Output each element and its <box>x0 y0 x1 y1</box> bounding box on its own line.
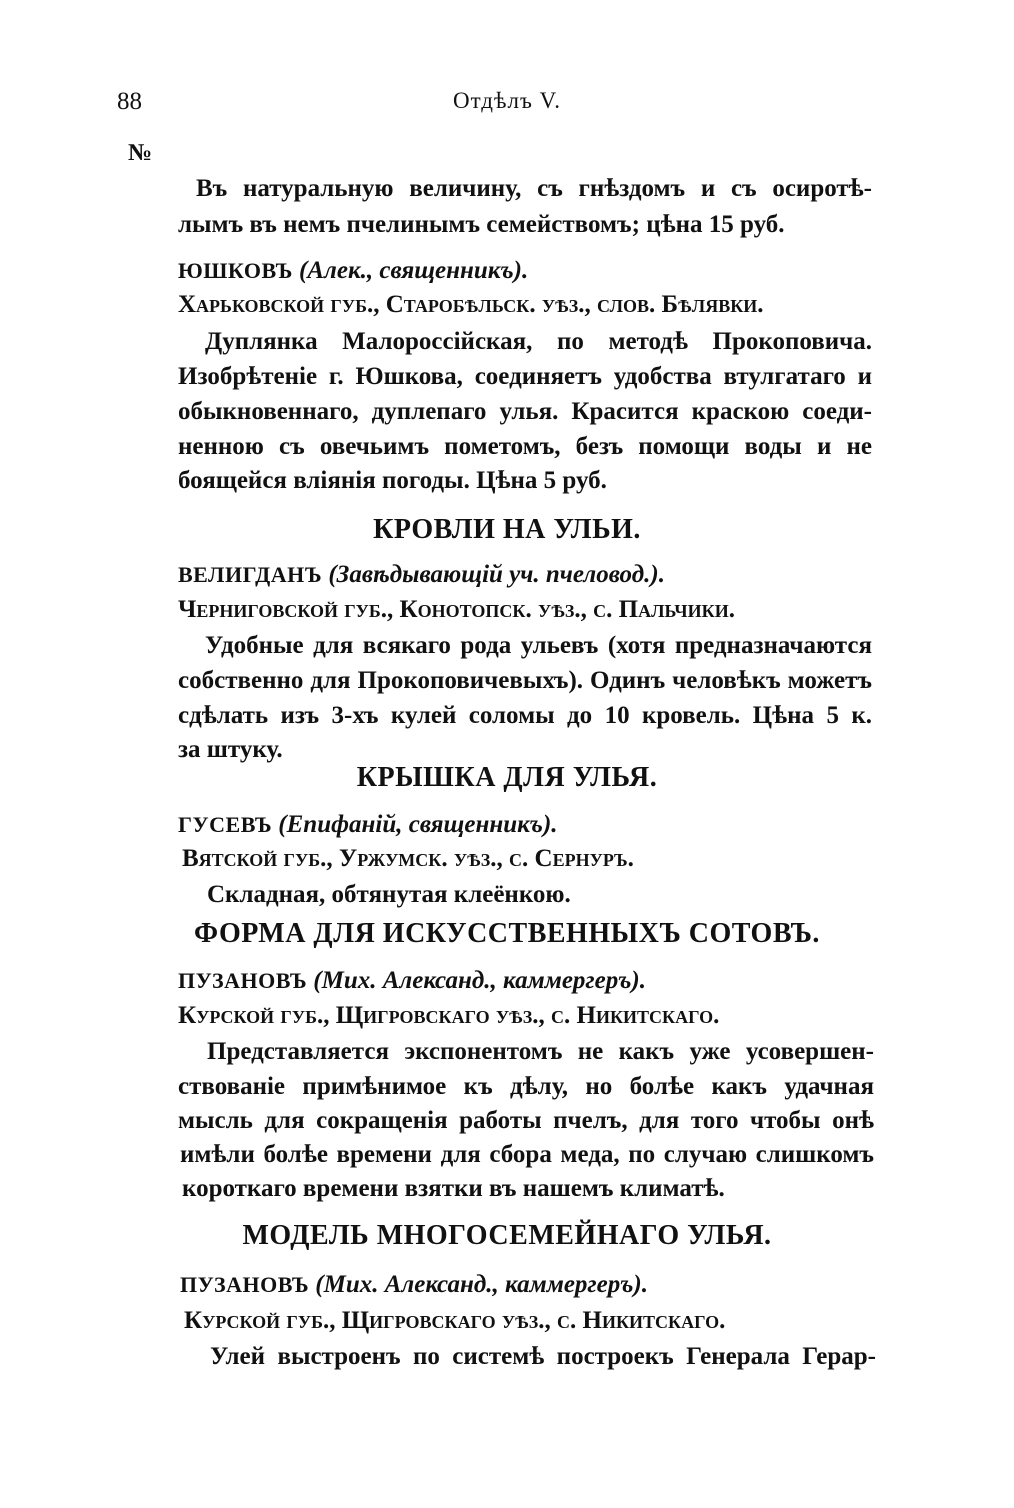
description-line: собственно для Прокоповичевыхъ). Одинъ человѣкъ можетъ <box>178 667 872 694</box>
entry-heading <box>178 964 646 998</box>
section-heading: МОДЕЛЬ МНОГОСЕМЕЙНАГО УЛЬЯ. <box>242 1220 772 1251</box>
description-line: Изобрѣтенiе г. Юшкова, соединяетъ удобства втулгатаго и <box>178 363 872 390</box>
description-line: Удобные для всякаго рода ульевъ (хотя предназначаются <box>205 632 872 659</box>
description-line: мысль для сокращенiя работы пчелъ, для того чтобы онѣ <box>178 1107 874 1134</box>
exhibitor-place: Курской губ., Щигровскаго уѣз., с. Никитскаго. <box>184 1307 726 1334</box>
exhibitor-name: ПУЗАНОВЪ <box>180 1272 310 1297</box>
entry-heading <box>178 254 528 288</box>
exhibitor-title: (Алек., священникъ). <box>299 257 529 284</box>
entry-heading <box>178 808 558 842</box>
description-line: имѣли болѣе времени для сбора меда, по случаю слишкомъ <box>180 1141 874 1168</box>
exhibitor-place: Вятской губ., Уржумск. уѣз., с. Сернуръ. <box>182 845 634 872</box>
exhibitor-place: Харьковской губ., Старобѣльск. уѣз., слов. Бѣлявки. <box>178 291 764 318</box>
number-sign: № <box>128 140 153 166</box>
exhibitor-title: (Завѣдывающiй уч. пчеловод.). <box>328 561 665 588</box>
entry-heading <box>178 558 665 592</box>
running-header: Отдѣлъ V. <box>452 88 562 113</box>
intro-line-2: лымъ въ немъ пчелинымъ семействомъ; цѣна 15 руб. <box>178 211 785 238</box>
description-line: боящейся влiянiя погоды. Цѣна 5 руб. <box>178 467 607 494</box>
exhibitor-name: ВЕЛИГДАНЪ <box>178 562 323 587</box>
description-line: Дуплянка Малороссiйская, по методѣ Прокоповича. <box>205 328 872 355</box>
exhibitor-title: (Мих. Александ., каммергеръ). <box>313 967 647 994</box>
section-heading: КРОВЛИ НА УЛЬИ. <box>373 514 641 545</box>
exhibitor-place: Черниговской губ., Конотопск. уѣз., с. Пальчики. <box>178 596 735 623</box>
exhibitor-name: ПУЗАНОВЪ <box>178 968 308 993</box>
exhibitor-place: Курской губ., Щигровскаго уѣз., с. Никитскаго. <box>178 1002 720 1029</box>
description-line: Представляется экспонентомъ не какъ уже усовершен- <box>207 1038 874 1065</box>
description-line: Улей выстроенъ по системѣ построекъ Генерала Герар- <box>210 1343 876 1370</box>
page-number: 88 <box>117 88 142 115</box>
intro-line-1: Въ натуральную величину, съ гнѣздомъ и съ осиротѣ- <box>196 175 872 202</box>
entry-heading <box>180 1268 648 1302</box>
exhibitor-title: (Мих. Александ., каммергеръ). <box>315 1271 649 1298</box>
description-line: обыкновеннаго, дуплепаго улья. Красится краскою соеди- <box>178 398 872 425</box>
exhibitor-name: ГУСЕВЪ <box>178 812 273 837</box>
description-line: ненною съ овечьимъ пометомъ, безъ помощи воды и не <box>178 433 872 460</box>
description-line: Складная, обтянутая клеёнкою. <box>207 881 571 908</box>
exhibitor-title: (Епифанiй, священникъ). <box>278 811 558 838</box>
description-line: короткаго времени взятки въ нашемъ климатѣ. <box>182 1175 725 1202</box>
description-line: за штуку. <box>178 736 283 763</box>
description-line: сдѣлать изъ 3-хъ кулей соломы до 10 кровель. Цѣна 5 к. <box>178 702 872 729</box>
exhibitor-name: ЮШКОВЪ <box>178 258 293 283</box>
description-line: ствованiе примѣнимое къ дѣлу, но болѣе какъ удачная <box>178 1073 874 1100</box>
section-heading: ФОРМА ДЛЯ ИСКУССТВЕННЫХЪ СОТОВЪ. <box>194 918 820 949</box>
section-heading: КРЫШКА ДЛЯ УЛЬЯ. <box>356 762 658 793</box>
